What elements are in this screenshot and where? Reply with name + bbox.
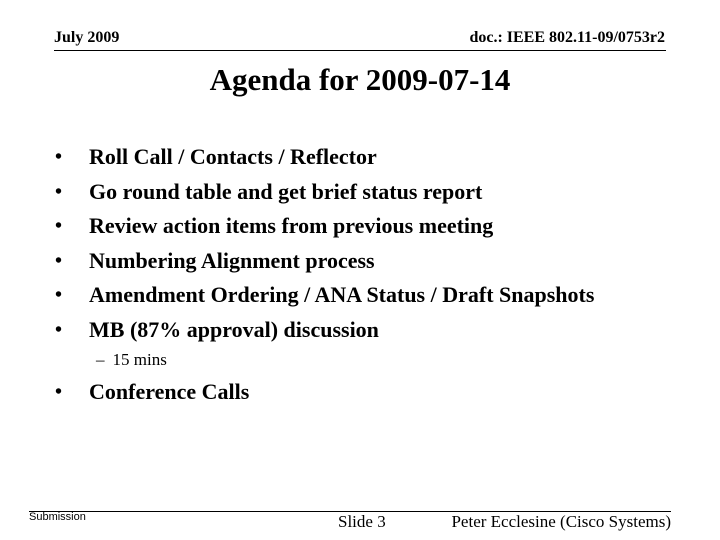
bullet-icon: • — [55, 318, 63, 341]
agenda-item-text: Roll Call / Contacts / Reflector — [89, 144, 377, 169]
agenda-item-text: Go round table and get brief status report — [89, 178, 483, 204]
header-doc-id: doc.: IEEE 802.11-09/0753r2 — [469, 29, 665, 46]
bullet-icon: • — [55, 284, 63, 307]
agenda-item-text: Conference Calls — [89, 379, 250, 404]
agenda-item — [55, 246, 594, 281]
bullet-icon: • — [55, 249, 63, 272]
agenda-item — [55, 211, 594, 246]
slide-title: Agenda for 2009-07-14 — [209, 62, 511, 97]
bullet-icon: • — [55, 146, 63, 168]
agenda-item-text: Review action items from previous meeting — [89, 213, 494, 239]
agenda-item-text: Amendment Ordering / ANA Status / Draft Snapshots — [89, 282, 595, 308]
agenda-list — [55, 142, 594, 350]
footer-slide-number: Slide 3 — [338, 512, 386, 531]
agenda-item — [55, 142, 594, 177]
dash-icon: – — [96, 350, 105, 369]
footer-author: Peter Ecclesine (Cisco Systems) — [451, 512, 671, 531]
bullet-icon: • — [55, 180, 63, 203]
agenda-item-text: Numbering Alignment process — [89, 247, 375, 273]
agenda-item-text: MB (87% approval) discussion — [89, 316, 379, 342]
agenda-item — [55, 315, 594, 350]
sub-item-text: 15 mins — [112, 350, 167, 369]
header-divider — [54, 50, 666, 51]
agenda-item-conference-calls — [55, 377, 249, 407]
agenda-item — [55, 177, 594, 212]
bullet-icon: • — [55, 215, 63, 238]
agenda-item — [55, 280, 594, 315]
footer-submission: Submission — [29, 511, 86, 523]
header-date: July 2009 — [54, 29, 120, 46]
bullet-icon: • — [55, 381, 63, 403]
agenda-sub-item — [96, 348, 167, 372]
